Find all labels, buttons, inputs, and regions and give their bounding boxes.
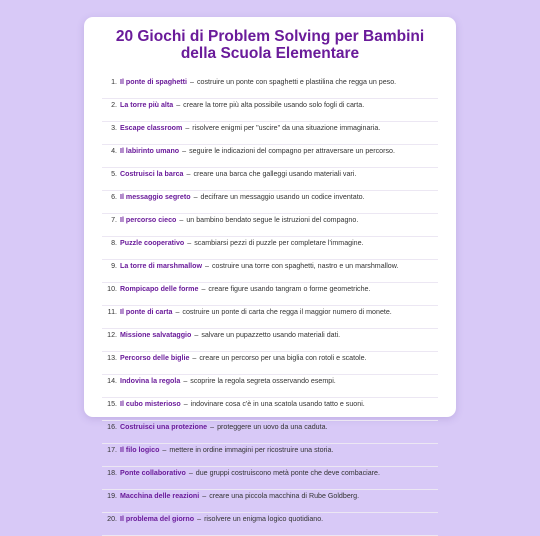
game-description: proteggere un uovo da una caduta. <box>217 423 328 431</box>
item-number: 14. <box>107 377 117 385</box>
list-item <box>102 492 438 513</box>
item-number: 4. <box>111 147 117 155</box>
content-card <box>84 17 456 523</box>
game-name: Macchina delle reazioni <box>120 492 200 500</box>
item-number: 16. <box>107 423 117 431</box>
page-title: 20 Giochi di Problem Solving per Bambini della Scuola Elementare <box>115 28 425 62</box>
item-number: 11. <box>107 308 117 316</box>
games-list <box>102 78 438 536</box>
game-description: salvare un pupazzetto usando materiali dati. <box>201 331 341 339</box>
game-description: costruire un ponte di carta che regga il maggior numero di monete. <box>182 308 392 316</box>
separator-dash: – <box>201 285 206 293</box>
list-item <box>102 331 438 352</box>
list-item <box>102 193 438 214</box>
game-name: Il cubo misterioso <box>120 400 181 408</box>
item-number: 18. <box>107 469 117 477</box>
separator-dash: – <box>182 147 187 155</box>
game-name: Missione salvataggio <box>120 331 192 339</box>
game-description: costruire una torre con spaghetti, nastro e un marshmallow. <box>211 262 399 270</box>
separator-dash: – <box>179 216 184 224</box>
separator-dash: – <box>205 262 209 270</box>
game-name: Puzzle cooperativo <box>120 239 185 247</box>
game-name: Il ponte di carta <box>120 308 173 316</box>
list-item <box>102 78 438 99</box>
list-item <box>102 101 438 122</box>
list-item <box>102 216 438 237</box>
game-name: Il ponte di spaghetti <box>120 78 187 86</box>
game-name: Il labirinto umano <box>120 147 180 155</box>
item-number: 2. <box>111 101 117 109</box>
game-name: Costruisci la barca <box>120 170 184 178</box>
game-description: un bambino bendato segue le istruzioni del compagno. <box>186 216 359 224</box>
game-description: creare figure usando tangram o forme geometriche. <box>208 285 371 293</box>
item-number: 19. <box>107 492 117 500</box>
game-description: due gruppi costruiscono metà ponte che deve combaciare. <box>195 469 380 477</box>
item-number: 3. <box>111 124 117 132</box>
separator-dash: – <box>192 354 197 362</box>
list-item <box>102 354 438 375</box>
separator-dash: – <box>194 331 199 339</box>
game-name: Indovina la regola <box>120 377 181 385</box>
game-name: Il percorso cieco <box>120 216 177 224</box>
separator-dash: – <box>197 515 202 523</box>
list-item <box>102 515 438 536</box>
item-number: 1. <box>111 78 117 86</box>
game-description: risolvere un enigma logico quotidiano. <box>204 515 324 523</box>
item-number: 13. <box>107 354 117 362</box>
game-description: mettere in ordine immagini per ricostruire una storia. <box>169 446 334 454</box>
separator-dash: – <box>183 400 188 408</box>
separator-dash: – <box>190 78 194 86</box>
game-description: creare una barca che galleggi usando materiali vari. <box>193 170 357 178</box>
game-name: Il problema del giorno <box>120 515 195 523</box>
list-item <box>102 469 438 490</box>
item-number: 7. <box>111 216 117 224</box>
item-number: 12. <box>107 331 117 339</box>
list-item <box>102 446 438 467</box>
list-item <box>102 124 438 145</box>
game-name: Escape classroom <box>120 124 183 132</box>
separator-dash: – <box>210 423 215 431</box>
list-item <box>102 400 438 421</box>
item-number: 5. <box>111 170 117 178</box>
game-description: indovinare cosa c'è in una scatola usando tatto e suoni. <box>190 400 365 408</box>
game-description: scoprire la regola segreta osservando esempi. <box>190 377 336 385</box>
item-number: 17. <box>107 446 117 454</box>
game-name: La torre di marshmallow <box>120 262 202 270</box>
game-description: seguire le indicazioni del compagno per attraversare un percorso. <box>189 147 395 155</box>
game-name: Il filo logico <box>120 446 160 454</box>
separator-dash: – <box>188 469 193 477</box>
game-name: Percorso delle biglie <box>120 354 190 362</box>
game-name: Ponte collaborativo <box>120 469 186 477</box>
separator-dash: – <box>176 101 181 109</box>
list-item <box>102 423 438 444</box>
game-name: La torre più alta <box>120 101 174 109</box>
game-name: Rompicapo delle forme <box>120 285 199 293</box>
separator-dash: – <box>162 446 167 454</box>
separator-dash: – <box>185 124 190 132</box>
item-number: 20. <box>107 515 117 523</box>
separator-dash: – <box>183 377 188 385</box>
separator-dash: – <box>175 308 180 316</box>
item-number: 6. <box>111 193 117 201</box>
list-item <box>102 262 438 283</box>
item-number: 8. <box>111 239 117 247</box>
game-description: creare una piccola macchina di Rube Goldberg. <box>209 492 360 500</box>
item-number: 15. <box>107 400 117 408</box>
separator-dash: – <box>186 170 191 178</box>
game-description: scambiarsi pezzi di puzzle per completare l'immagine. <box>194 239 364 247</box>
item-number: 9. <box>111 262 117 270</box>
separator-dash: – <box>202 492 207 500</box>
list-item <box>102 147 438 168</box>
item-number: 10. <box>107 285 117 293</box>
game-description: creare un percorso per una biglia con rotoli e scatole. <box>199 354 367 362</box>
separator-dash: – <box>187 239 192 247</box>
game-name: Costruisci una protezione <box>120 423 208 431</box>
game-description: risolvere enigmi per "uscire" da una situazione immaginaria. <box>192 124 381 132</box>
list-item <box>102 308 438 329</box>
game-description: costruire un ponte con spaghetti e plastilina che regga un peso. <box>196 78 397 86</box>
separator-dash: – <box>193 193 198 201</box>
list-item <box>102 377 438 398</box>
list-item <box>102 170 438 191</box>
game-description: decifrare un messaggio usando un codice inventato. <box>200 193 365 201</box>
list-item <box>102 239 438 260</box>
game-description: creare la torre più alta possibile usando solo fogli di carta. <box>183 101 365 109</box>
game-name: Il messaggio segreto <box>120 193 191 201</box>
list-item <box>102 285 438 306</box>
